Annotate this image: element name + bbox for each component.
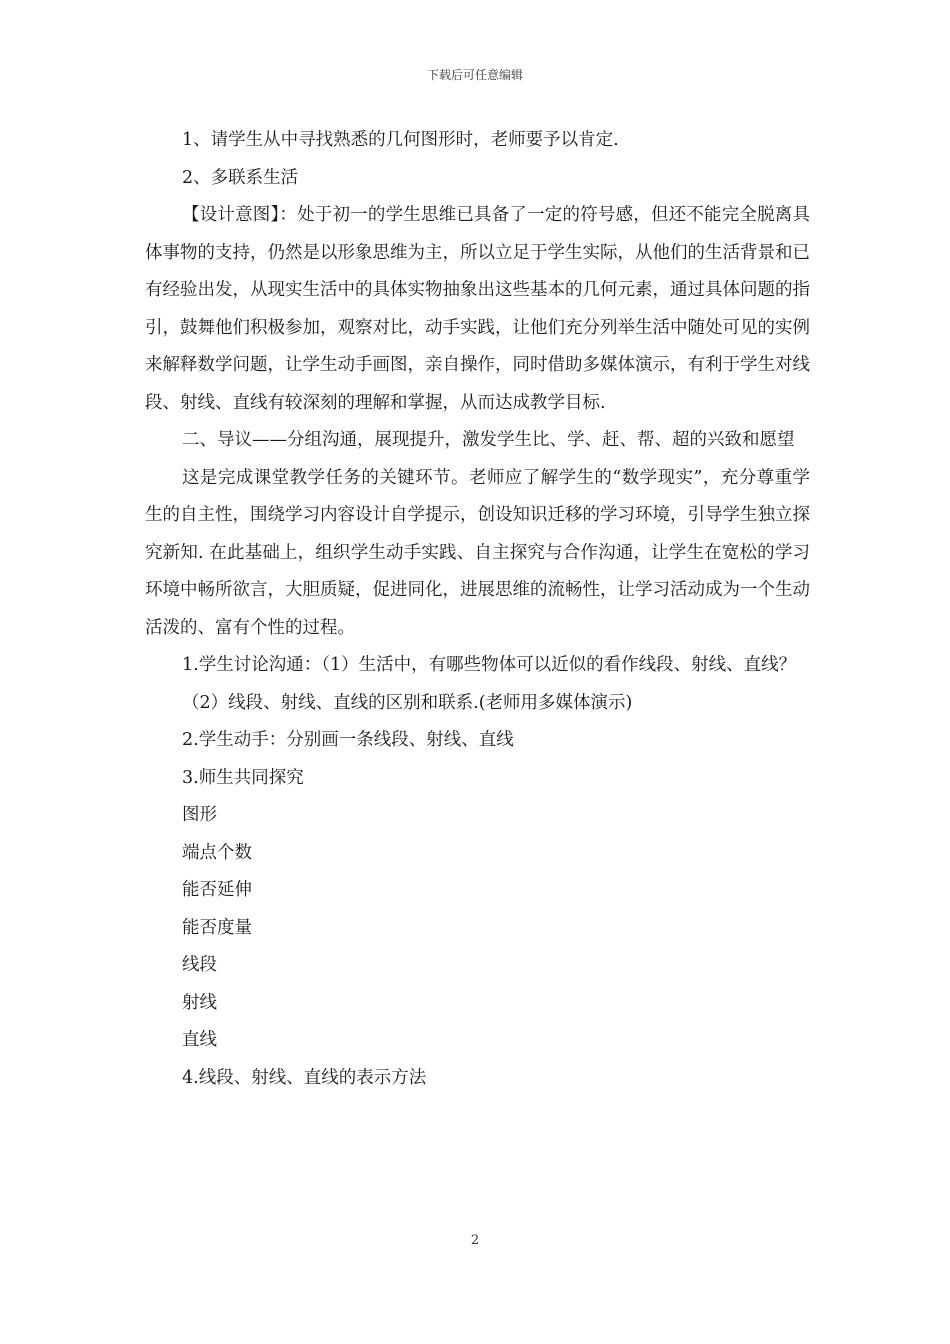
table-cell-text: 能否延伸 <box>182 880 252 900</box>
paragraph: （2）线段、射线、直线的区别和联系.(老师用多媒体演示) <box>182 692 633 713</box>
table-cell-text: 图形 <box>182 805 217 825</box>
paragraph: 这是完成课堂教学任务的关键环节。老师应了解学生的“数学现实”，充分尊重学生的自主性，围绕学习内容设计自学提示，创设知识迁移的学习环境，引导学生独立探究新知. 在此基础上，组织学生动手实践、自主探究与合作沟通，让学生在宽松的学习环境中畅所欲言，大胆质疑，促进同化，进展思维的流畅性，让学习活动成为一个生动活泼的、富有个性的过程。 <box>145 467 810 638</box>
document-body <box>145 122 810 1097</box>
paragraph: 2、多联系生活 <box>182 167 299 188</box>
paragraph: 1、请学生从中寻找熟悉的几何图形时，老师要予以肯定. <box>182 130 619 150</box>
page-header: 下载后可任意编辑 <box>426 68 523 82</box>
paragraph: 【设计意图】：处于初一的学生思维已具备了一定的符号感，但还不能完全脱离具体事物的支持，仍然是以形象思维为主，所以立足于学生实际，从他们的生活背景和已有经验出发，从现实生活中的具体实物抽象出这些基本的几何元素，通过具体问题的指引，鼓舞他们积极参加，观察对比，动手实践，让他们充分列举生活中随处可见的实例来解释数学问题，让学生动手画图，亲自操作，同时借助多媒体演示，有利于学生对线段、射线、直线有较深刻的理解和掌握，从而达成教学目标. <box>145 205 810 413</box>
paragraph: 二、导议——分组沟通，展现提升，激发学生比、学、赶、帮、超的兴致和愿望 <box>182 430 795 450</box>
paragraph: 1.学生讨论沟通：（1）生活中，有哪些物体可以近似的看作线段、射线、直线？ <box>182 655 797 675</box>
table-cell-text: 能否度量 <box>182 917 252 938</box>
page-number: 2 <box>470 1233 480 1248</box>
table-cell-text: 直线 <box>182 1030 217 1050</box>
paragraph: 2.学生动手：分别画一条线段、射线、直线 <box>182 730 514 750</box>
paragraph: 4.线段、射线、直线的表示方法 <box>182 1067 427 1088</box>
table-cell-text: 射线 <box>182 992 217 1013</box>
table-cell-text: 线段 <box>182 955 217 975</box>
paragraph: 3.师生共同探究 <box>182 767 304 788</box>
table-cell-text: 端点个数 <box>182 842 252 863</box>
